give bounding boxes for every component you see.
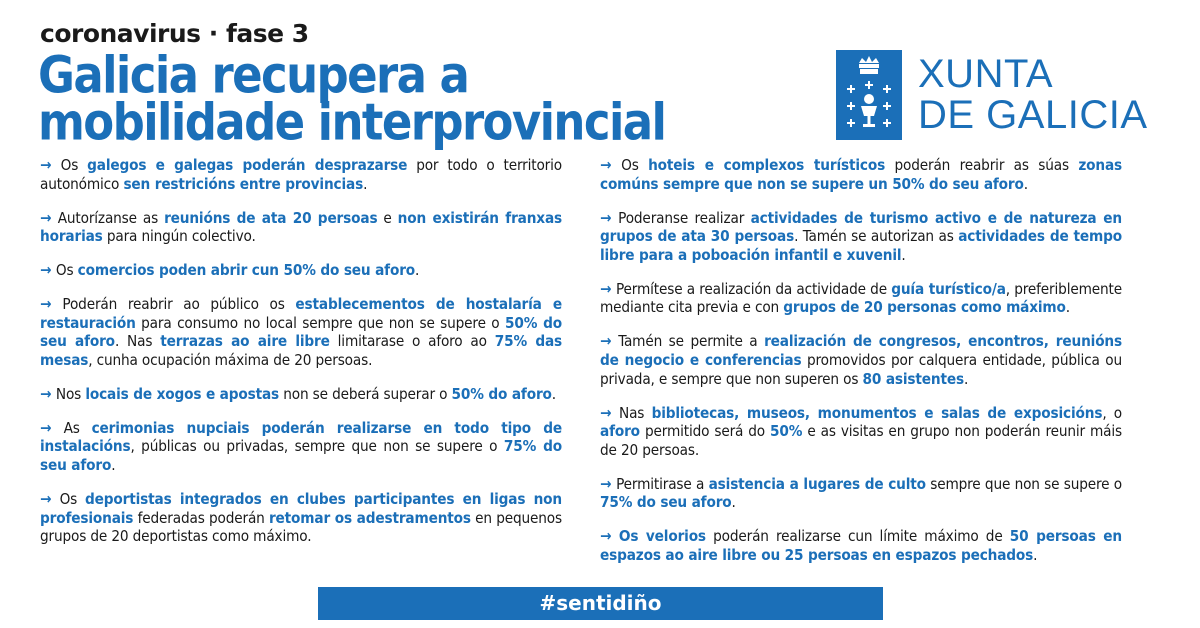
logo-line-2: DE GALICIA [918,93,1148,137]
body-text: e as visitas en grupo non poderán reunir máis de 20 persoas. [600,422,1123,459]
arrow-icon: → [40,261,56,280]
body-text: , preferiblemente mediante cita previa e con [600,279,1122,317]
body-text: , públicas ou privadas, sempre que non se supere o [130,437,504,456]
arrow-icon: → [600,332,619,351]
arrow-icon: → [600,527,619,546]
highlight-text: terrazas ao aire libre [160,332,330,351]
highlight-text: 50% do seu aforo [40,313,562,351]
body-text: promovidos por calquera entidade, pública ou privada, e sempre que non superen os [600,350,1122,388]
body-text: Os [55,261,78,280]
measures-left-column [40,156,562,561]
highlight-text: locais de xogos e apostas [85,384,280,403]
highlight-text: actividades de turismo activo e de natureza en grupos de ata 30 persoas [600,208,1123,246]
xunta-logo [836,50,1151,140]
body-text: para consumo no local sempre que non se supere o [135,313,505,332]
hashtag-banner: #sentidiño [318,587,883,620]
highlight-text: bibliotecas, museos, monumentos e salas de exposicións [651,403,1103,422]
highlight-text: asistencia a lugares de culto [708,474,926,493]
body-text: Nos [55,384,86,403]
measure-item [600,332,1122,388]
arrow-icon: → [600,474,617,493]
arrow-icon: → [600,208,619,227]
body-text: Poderán reabrir ao público os [62,295,296,314]
arrow-icon: → [600,279,616,298]
body-text: . [1065,298,1070,317]
body-text: Os [621,156,649,174]
body-text: en pequenos grupos de 20 deportistas como máximo. [40,508,562,546]
body-text: , cunha ocupación máxima de 20 persoas. [88,350,373,369]
galicia-coat-of-arms-icon [836,50,902,140]
body-text: por todo o territorio autonómico [40,156,563,193]
highlight-text: comercios poden abrir cun 50% do seu aforo [77,261,416,280]
measure-item [600,280,1122,317]
body-text: . [1033,545,1038,564]
body-text: permitido será do [639,422,771,441]
body-text: e [377,208,398,227]
highlight-text: deportistas integrados en clubes participantes en ligas non profesionais [40,490,563,527]
arrow-icon: → [600,156,622,174]
body-text: Permítese a realización da actividade de [615,279,892,298]
highlight-text: actividades de tempo libre para a poboación infantil e xuvenil [600,227,1122,264]
body-text: poderán realizarse cun límite máximo de [705,527,1010,546]
highlight-text: grupos de 20 personas como máximo [783,298,1066,317]
body-text: . [901,245,906,264]
measure-item [40,490,562,546]
body-text: limitarase o aforo ao [329,332,495,351]
body-text: As [63,418,92,437]
body-text: Permitirase a [616,474,709,493]
body-text: . Tamén se autorizan as [794,227,959,246]
title-line-1: Galicia recupera a [38,45,469,105]
measures-right-column [600,156,1122,580]
title-line-2: mobilidade interprovincial [38,92,666,152]
body-text: Autorízanse as [57,208,165,227]
measure-item [600,156,1122,193]
highlight-text: realización de congresos, encontros, reunións de negocio e conferencias [600,332,1122,369]
highlight-text: zonas comúns sempre que non se supere un 50% do seu aforo [600,156,1122,193]
body-text: . [963,369,969,388]
highlight-text: cerimonias nupciais poderán realizarse en todo tipo de instalacións [40,418,562,456]
highlight-text: 50% do aforo [451,384,552,403]
body-text: sempre que non se supere o [925,474,1122,493]
measure-item [40,419,562,475]
body-text: Tamén se permite a [618,332,765,351]
arrow-icon: → [40,418,64,437]
arrow-icon: → [40,295,63,314]
highlight-text: Os velorios [618,527,706,546]
logo-wordmark [918,54,1148,136]
highlight-text: reunións de ata 20 persoas [164,208,378,227]
kicker: coronavirus · fase 3 [40,19,309,48]
arrow-icon: → [40,384,56,403]
body-text: Poderanse realizar [618,208,751,227]
measure-item [600,404,1122,460]
highlight-text: establecementos de hostalaría e restauración [40,295,562,332]
highlight-text: galegos e galegas poderán desprazarse [87,156,408,174]
body-text: . [551,384,556,403]
highlight-text: 75% das mesas [40,332,563,369]
body-text: . [1023,174,1028,193]
body-text: Os [60,156,88,174]
body-text: Nas [619,403,652,422]
body-text: non se deberá superar o [279,384,452,403]
arrow-icon: → [40,208,58,227]
highlight-text: 75% do seu aforo [40,437,562,475]
body-text: . [111,456,116,475]
arrow-icon: → [40,490,60,509]
body-text: . Nas [114,332,161,351]
body-text: federadas poderán [133,508,269,527]
highlight-text: sen restricións entre provincias [123,174,364,193]
highlight-text: hoteis e complexos turísticos [648,156,886,174]
page-title [38,45,828,152]
measure-item [40,261,562,280]
measure-item [40,295,562,369]
highlight-text: non existirán franxas horarias [40,208,563,246]
body-text: . [731,493,736,512]
highlight-text: 80 asistentes [862,369,964,388]
body-text: , o [1102,403,1123,422]
highlight-text: aforo [600,422,640,441]
highlight-text: 50% [770,422,803,441]
measure-item [40,209,562,246]
body-text: poderán reabrir as súas [885,156,1079,174]
highlight-text: guía turístico/a [891,279,1006,298]
body-text: . [415,261,420,280]
highlight-text: 75% do seu aforo [600,493,732,512]
measure-item [600,475,1122,512]
measure-item [600,209,1122,265]
arrow-icon: → [600,403,620,422]
highlight-text: retomar os adestramentos [268,508,471,527]
logo-line-1: XUNTA [918,52,1054,96]
measure-item [40,156,562,193]
arrow-icon: → [40,156,61,174]
highlight-text: 50 persoas en espazos ao aire libre ou 25 persoas en espazos pechados [600,527,1122,564]
body-text: . [363,174,368,193]
body-text: para ningún colectivo. [102,227,256,246]
measure-item [600,527,1122,564]
measure-item [40,385,562,404]
body-text: Os [59,490,86,509]
